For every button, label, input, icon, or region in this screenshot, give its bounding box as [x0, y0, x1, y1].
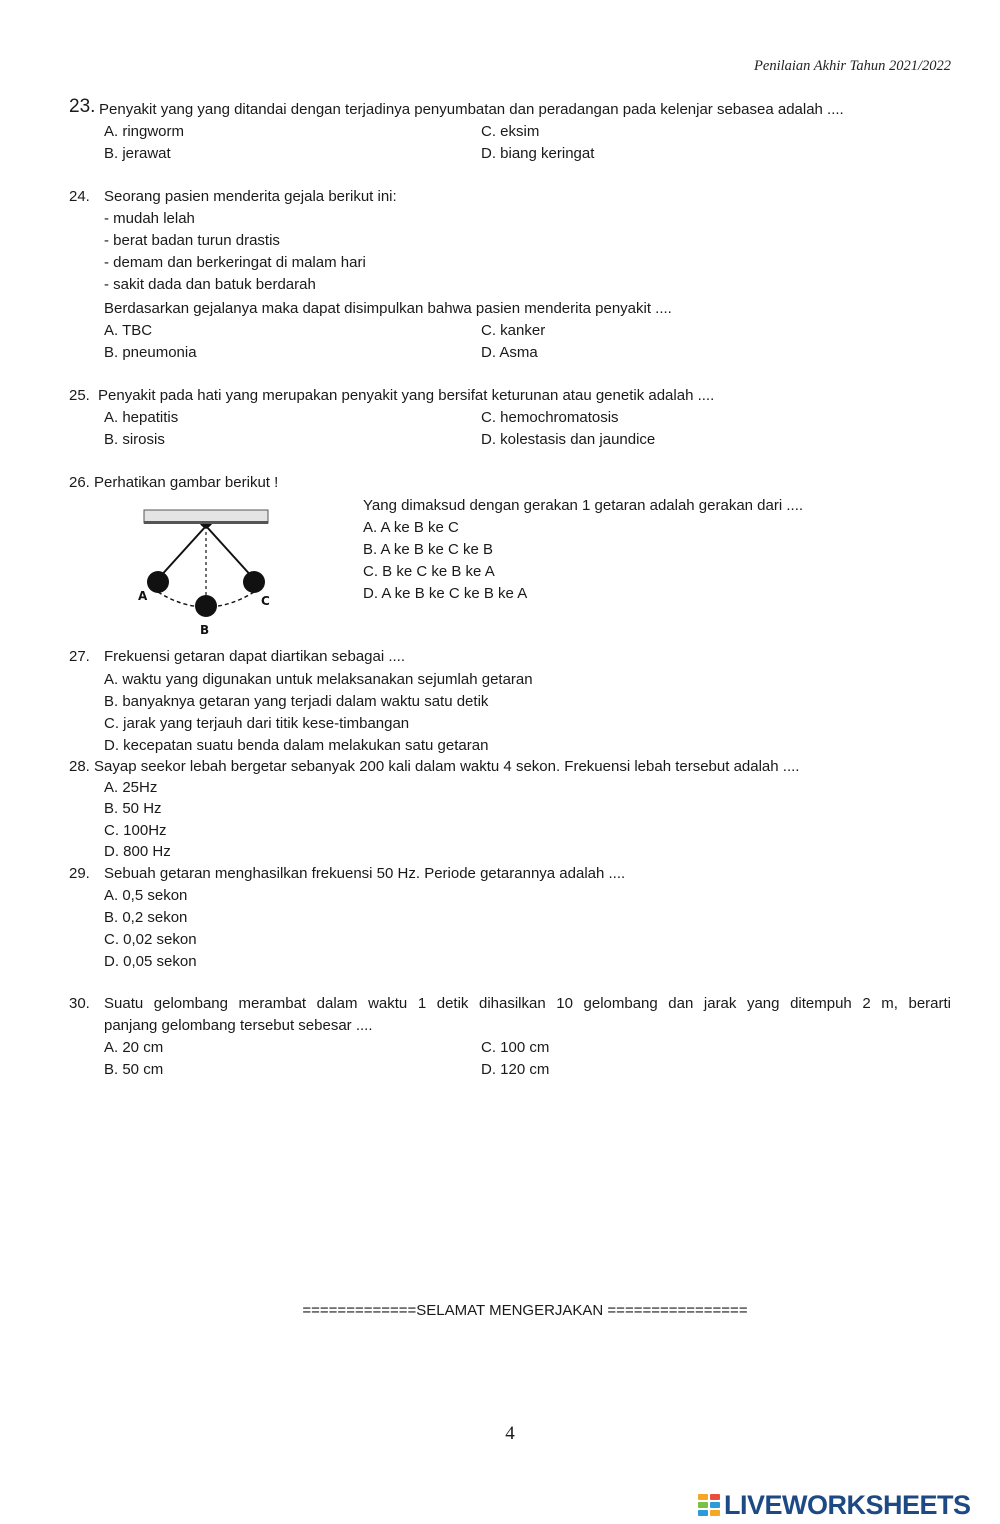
option-a[interactable]: A. hepatitis [104, 409, 179, 426]
question-text: 28. Sayap seekor lebah bergetar sebanyak 200 kali dalam waktu 4 sekon. Frekuensi lebah tersebut adalah .... [69, 758, 800, 775]
question-text: Penyakit yang yang ditandai dengan terjadinya penyumbatan dan peradangan pada kelenjar sebasea adalah .... [99, 101, 844, 118]
option-c[interactable]: C. eksim [481, 123, 540, 140]
option-d[interactable]: D. biang keringat [481, 145, 595, 162]
string-c [206, 526, 254, 579]
option-a[interactable]: A. A ke B ke C [363, 519, 459, 536]
label-a: A [138, 589, 148, 603]
symptom-item: - mudah lelah [104, 210, 195, 227]
question-text-line2: panjang gelombang tersebut sebesar .... [104, 1017, 373, 1034]
option-a[interactable]: A. 25Hz [104, 779, 158, 796]
option-b[interactable]: B. pneumonia [104, 344, 197, 361]
question-number: 23. [69, 96, 96, 117]
question-prompt: Yang dimaksud dengan gerakan 1 getaran adalah gerakan dari .... [363, 497, 804, 514]
option-d[interactable]: D. Asma [481, 344, 538, 361]
page-number: 4 [505, 1423, 515, 1444]
option-b[interactable]: B. 50 cm [104, 1061, 164, 1078]
question-number: 24. [69, 188, 90, 205]
option-b[interactable]: B. jerawat [104, 145, 171, 162]
question-text: Sebuah getaran menghasilkan frekuensi 50 Hz. Periode getarannya adalah .... [104, 865, 626, 882]
bob-a [147, 571, 169, 593]
label-c: C [261, 594, 270, 608]
question-text: 26. Perhatikan gambar berikut ! [69, 474, 279, 491]
option-c[interactable]: C. 100Hz [104, 822, 167, 839]
option-a[interactable]: A. waktu yang digunakan untuk melaksanakan sejumlah getaran [104, 671, 533, 688]
bob-b [195, 595, 217, 617]
option-d[interactable]: D. 0,05 sekon [104, 953, 197, 970]
question-text: Penyakit pada hati yang merupakan penyakit yang bersifat keturunan atau genetik adalah .... [98, 387, 715, 404]
option-c[interactable]: C. 100 cm [481, 1039, 550, 1056]
liveworksheets-wordmark: LIVEWORKSHEETS [724, 1489, 971, 1520]
option-d[interactable]: D. A ke B ke C ke B ke A [363, 585, 528, 602]
option-a[interactable]: A. ringworm [104, 123, 185, 140]
option-c[interactable]: C. 0,02 sekon [104, 931, 197, 948]
option-a[interactable]: A. TBC [104, 322, 153, 339]
question-number: 30. [69, 995, 90, 1012]
string-a [158, 526, 206, 579]
question-text-line1: Suatu gelombang merambat dalam waktu 1 detik dihasilkan 10 gelombang dan jarak yang ditempuh 2 m, berarti [104, 995, 951, 1012]
option-c[interactable]: C. kanker [481, 322, 546, 339]
option-a[interactable]: A. 20 cm [104, 1039, 164, 1056]
option-b[interactable]: B. 50 Hz [104, 800, 162, 817]
option-b[interactable]: B. banyaknya getaran yang terjadi dalam waktu satu detik [104, 693, 489, 710]
option-d[interactable]: D. 120 cm [481, 1061, 550, 1078]
option-d[interactable]: D. 800 Hz [104, 843, 171, 860]
option-c[interactable]: C. hemochromatosis [481, 409, 619, 426]
closing-message: =============SELAMAT MENGERJAKAN ================ [302, 1302, 748, 1319]
label-b: B [200, 623, 210, 637]
bob-c [243, 571, 265, 593]
option-b[interactable]: B. sirosis [104, 431, 165, 448]
page-header-title: Penilaian Akhir Tahun 2021/2022 [754, 58, 951, 74]
symptom-item: - berat badan turun drastis [104, 232, 280, 249]
liveworksheets-brand[interactable] [697, 1490, 971, 1520]
question-text: Frekuensi getaran dapat diartikan sebagai .... [104, 648, 406, 665]
question-text: Seorang pasien menderita gejala berikut ini: [104, 188, 397, 205]
symptom-item: - demam dan berkeringat di malam hari [104, 254, 366, 271]
liveworksheets-logo-icon [697, 1493, 721, 1517]
question-number: 27. [69, 648, 90, 665]
symptom-item: - sakit dada dan batuk berdarah [104, 276, 316, 293]
option-a[interactable]: A. 0,5 sekon [104, 887, 188, 904]
question-number: 25. [69, 387, 90, 404]
option-c[interactable]: C. B ke C ke B ke A [363, 563, 495, 580]
question-number: 29. [69, 865, 90, 882]
option-b[interactable]: B. A ke B ke C ke B [363, 541, 494, 558]
option-b[interactable]: B. 0,2 sekon [104, 909, 188, 926]
option-d[interactable]: D. kecepatan suatu benda dalam melakukan satu getaran [104, 737, 489, 754]
option-c[interactable]: C. jarak yang terjauh dari titik kese-timbangan [104, 715, 410, 732]
pendulum-figure [132, 506, 282, 640]
question-conclusion: Berdasarkan gejalanya maka dapat disimpulkan bahwa pasien menderita penyakit .... [104, 300, 672, 317]
option-d[interactable]: D. kolestasis dan jaundice [481, 431, 656, 448]
pendulum-support-edge [144, 521, 268, 524]
